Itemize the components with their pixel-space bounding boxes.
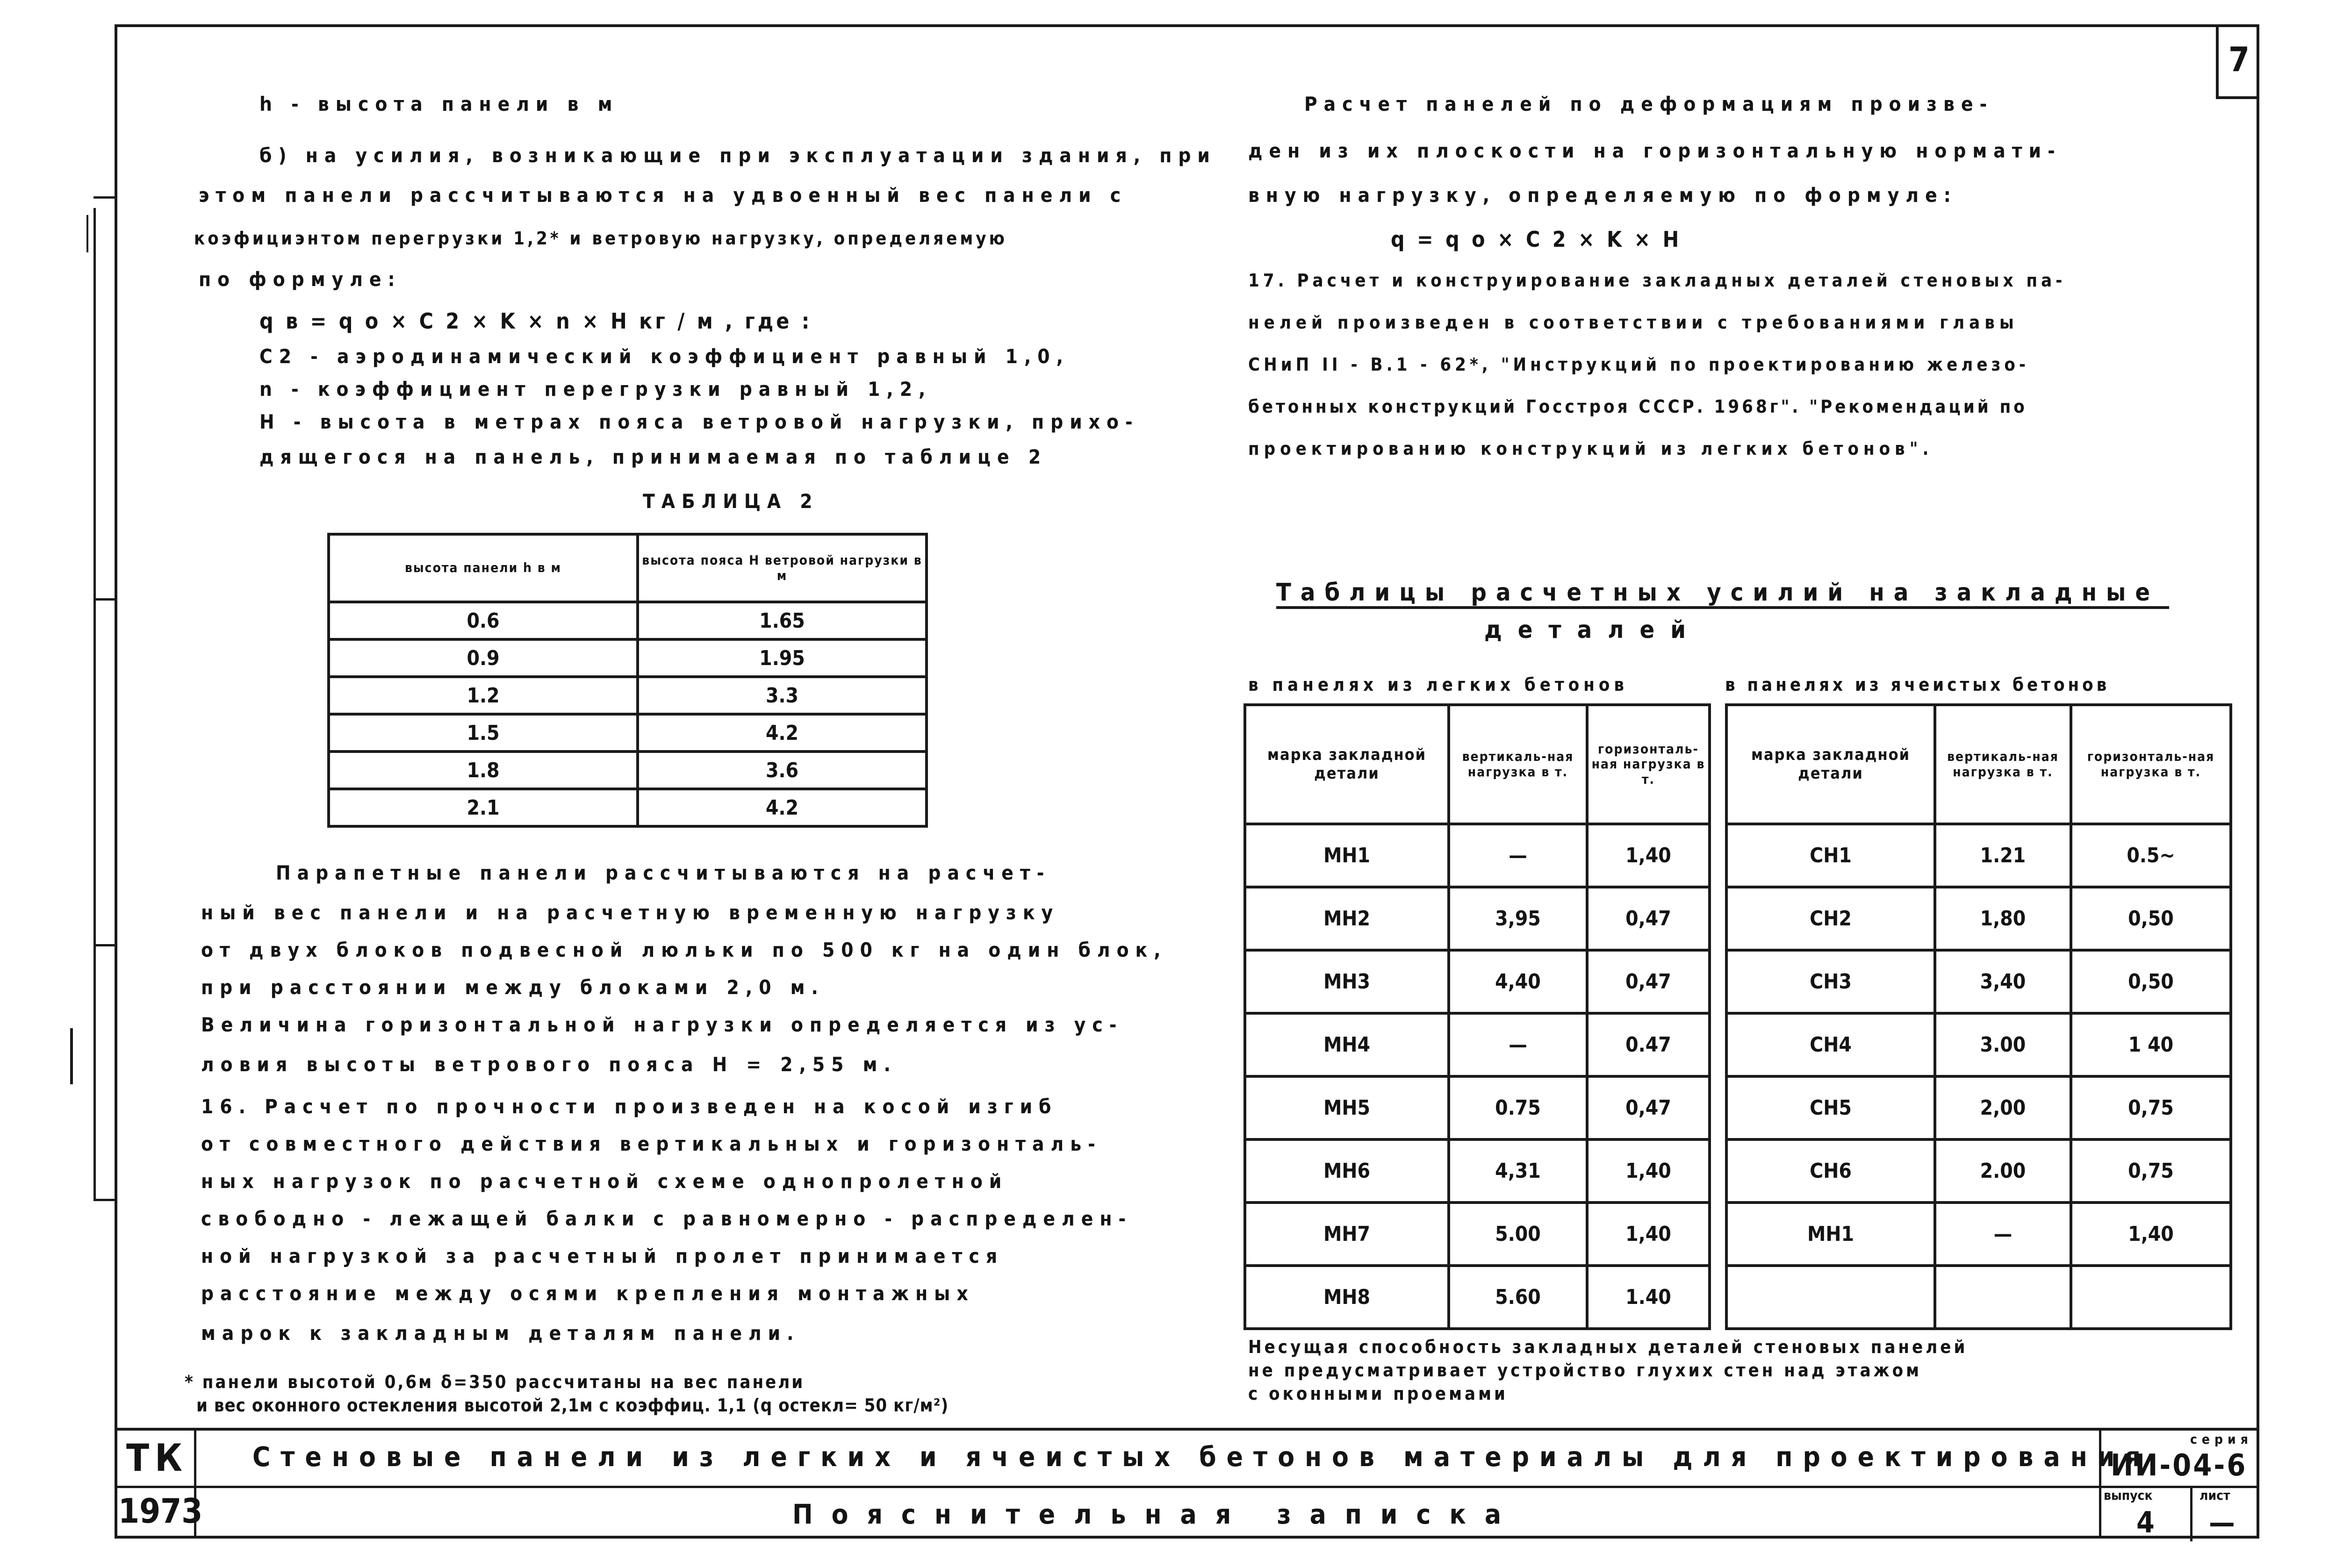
text-p17-4: бетонных конструкций Госстроя СССР. 1968г". "Рекомендаций по (1248, 396, 2027, 417)
note-line-3: с оконными проемами (1248, 1383, 1508, 1404)
table2-cell: 2.1 (329, 789, 638, 826)
table2-row (329, 752, 927, 789)
table2-title: ТАБЛИЦА 2 (643, 490, 819, 513)
light-row (1245, 1266, 1710, 1329)
note-line-2: не предусматривает устройство глухих стен над этажом (1248, 1360, 1922, 1381)
cell-cell: 0,75 (2071, 1139, 2231, 1203)
table2-row (329, 789, 927, 826)
table2-cell: 0.9 (329, 639, 638, 677)
text-para16-5: ной нагрузкой за расчетный пролет принимается (201, 1245, 1004, 1267)
table2-row (329, 714, 927, 752)
cell-cell (1935, 1266, 2071, 1329)
cell-cell (1726, 1266, 1935, 1329)
light-cell: 0,47 (1587, 1076, 1710, 1139)
light-header-horizontal: горизонталь-ная нагрузка в т. (1587, 705, 1710, 824)
light-cell: МН1 (1245, 824, 1449, 887)
text-p17-1: 17. Расчет и конструирование закладных деталей стеновых па- (1248, 270, 2066, 291)
formula-qv: q в = q о × C 2 × K × n × H кг / м , где : (259, 308, 812, 334)
cell-row (1726, 1076, 2231, 1139)
binding-strip (0, 0, 115, 1568)
light-row (1245, 1139, 1710, 1203)
stamp-year: 1973 (118, 1491, 203, 1531)
light-cell: — (1449, 1013, 1587, 1076)
cell-cell: СН3 (1726, 950, 1935, 1013)
cell-cell: 0,50 (2071, 887, 2231, 950)
text-para16-6: расстояние между осями крепления монтажных (201, 1282, 975, 1305)
text-parapet-3: от двух блоков подвесной люльки по 500 кг на один блок, (201, 938, 1167, 961)
tables-title-2: деталей (1484, 616, 1702, 644)
table2-cell: 1.8 (329, 752, 638, 789)
table2-cell: 1.95 (638, 639, 927, 677)
definition-n: n - коэффициент перегрузки равный 1,2, (259, 378, 932, 401)
light-cell: 0.75 (1449, 1076, 1587, 1139)
light-cell: 0.47 (1587, 1013, 1710, 1076)
stamp-title: Стеновые панели из легких и ячеистых бетонов материалы для проектирования (252, 1441, 2151, 1473)
light-cell: 0,47 (1587, 887, 1710, 950)
tables-title-1: Таблицы расчетных усилий на закладные (1276, 580, 2169, 609)
light-cell: 5.60 (1449, 1266, 1587, 1329)
cell-row (1726, 1203, 2231, 1266)
cell-cell: СН4 (1726, 1013, 1935, 1076)
text-right-2: ден из их плоскости на горизонтальную нормати- (1248, 139, 2062, 162)
table2-row (329, 677, 927, 714)
cell-cell: 2,00 (1935, 1076, 2071, 1139)
cell-header-vertical: вертикаль-ная нагрузка в т. (1935, 705, 2071, 824)
text-parapet-5: Величина горизонтальной нагрузки определяется из ус- (201, 1013, 1123, 1036)
light-header-vertical: вертикаль-ная нагрузка в т. (1449, 705, 1587, 824)
light-cell: МН7 (1245, 1203, 1449, 1266)
text-line-h: h - высота панели в м (259, 93, 619, 115)
cell-cell: 3.00 (1935, 1013, 2071, 1076)
stamp-issue-value: 4 (2136, 1505, 2155, 1539)
light-cell: 1,40 (1587, 824, 1710, 887)
cell-cell: 0,50 (2071, 950, 2231, 1013)
text-item-b-2: этом панели рассчитываются на удвоенный вес панели с (199, 184, 1128, 207)
table2-cell: 1.2 (329, 677, 638, 714)
light-cell: 3,95 (1449, 887, 1587, 950)
light-cell: 4,31 (1449, 1139, 1587, 1203)
text-parapet-4: при расстоянии между блоками 2,0 м. (201, 976, 825, 999)
light-cell: МН2 (1245, 887, 1449, 950)
table2-header-belt-height: высота пояса H ветровой нагрузки в м (638, 534, 927, 602)
cell-cell: СН2 (1726, 887, 1935, 950)
light-cell: 1,40 (1587, 1203, 1710, 1266)
cell-header-mark: марка закладной детали (1726, 705, 1935, 824)
text-right-3: вную нагрузку, определяемую по формуле: (1248, 184, 1957, 207)
light-row (1245, 950, 1710, 1013)
page-number: 7 (2216, 24, 2259, 99)
table2-cell: 4.2 (638, 714, 927, 752)
stamp-series-value: ИИ-04-6 (2111, 1448, 2248, 1483)
cell-cell: СН6 (1726, 1139, 1935, 1203)
text-parapet-2: ный вес панели и на расчетную временную нагрузку (201, 901, 1060, 924)
light-cell: МН3 (1245, 950, 1449, 1013)
light-cell: МН5 (1245, 1076, 1449, 1139)
note-line-1: Несущая способность закладных деталей стеновых панелей (1248, 1337, 1968, 1357)
cell-row (1726, 887, 2231, 950)
light-cell: — (1449, 824, 1587, 887)
table2-row (329, 602, 927, 639)
light-header-mark: марка закладной детали (1245, 705, 1449, 824)
text-p17-2: нелей произведен в соответствии с требованиями главы (1248, 312, 2019, 333)
formula-q: q = q о × C 2 × K × H (1391, 227, 1682, 252)
cell-cell: 1,40 (2071, 1203, 2231, 1266)
table-2 (327, 533, 928, 828)
stamp-tk: ТК (126, 1436, 188, 1480)
table2-cell: 4.2 (638, 789, 927, 826)
cell-cell: — (1935, 1203, 2071, 1266)
light-cell: 1,40 (1587, 1139, 1710, 1203)
cell-row (1726, 950, 2231, 1013)
stamp-issue-label: выпуск (2104, 1488, 2153, 1503)
definition-c2: C2 - аэродинамический коэффициент равный 1,0, (259, 345, 1070, 368)
table2-row (329, 639, 927, 677)
table-cellular-concrete (1725, 703, 2232, 1330)
text-para16-4: свободно - лежащей балки с равномерно - распределен- (201, 1207, 1133, 1230)
light-cell: МН6 (1245, 1139, 1449, 1203)
light-row (1245, 824, 1710, 887)
light-cell: 5.00 (1449, 1203, 1587, 1266)
light-cell: 4,40 (1449, 950, 1587, 1013)
table2-cell: 3.3 (638, 677, 927, 714)
light-row (1245, 1076, 1710, 1139)
light-cell: 1.40 (1587, 1266, 1710, 1329)
stamp-sheet-value: — (2209, 1505, 2235, 1539)
light-row (1245, 1013, 1710, 1076)
table2-cell: 1.5 (329, 714, 638, 752)
cell-cell: 3,40 (1935, 950, 2071, 1013)
text-parapet-1: Парапетные панели рассчитываются на расчет- (276, 861, 1051, 884)
text-para16-7: марок к закладным деталям панели. (201, 1322, 800, 1345)
text-right-1: Расчет панелей по деформациям произве- (1304, 93, 1994, 115)
stamp-series-label: серия (2190, 1432, 2253, 1447)
cell-row (1726, 1013, 2231, 1076)
text-item-b-4: по формуле: (199, 268, 402, 291)
light-cell: 0,47 (1587, 950, 1710, 1013)
cell-row (1726, 824, 2231, 887)
cell-header-horizontal: горизонталь-ная нагрузка в т. (2071, 705, 2231, 824)
cell-cell: 0.5~ (2071, 824, 2231, 887)
text-parapet-6: ловия высоты ветрового пояса H = 2,55 м. (201, 1053, 897, 1076)
cell-cell (2071, 1266, 2231, 1329)
text-item-b-3: коэфициэнтом перегрузки 1,2* и ветровую нагрузку, определяемую (194, 228, 1007, 249)
stamp-sheet-label: лист (2199, 1488, 2230, 1503)
light-row (1245, 887, 1710, 950)
text-para16-1: 16. Расчет по прочности произведен на косой изгиб (201, 1095, 1058, 1118)
table2-header-panel-height: высота панели h в м (329, 534, 638, 602)
cell-cell: 1 40 (2071, 1013, 2231, 1076)
text-p17-5: проектированию конструкций из легких бетонов". (1248, 438, 1933, 459)
light-row (1245, 1203, 1710, 1266)
text-item-b-1: б) на усилия, возникающие при эксплуатации здания, при (259, 144, 1216, 167)
subtitle-cellular-concrete: в панелях из ячеистых бетонов (1725, 674, 2110, 695)
footnote-line-1: * панели высотой 0,6м δ=350 рассчитаны на вес панели (185, 1372, 805, 1392)
definition-h-1: H - высота в метрах пояса ветровой нагрузки, прихо- (259, 410, 1139, 433)
footnote-line-2: и вес оконного остекления высотой 2,1м с коэффиц. 1,1 (q остекл= 50 кг/м²) (196, 1395, 949, 1416)
cell-cell: МН1 (1726, 1203, 1935, 1266)
light-cell: МН8 (1245, 1266, 1449, 1329)
light-cell: МН4 (1245, 1013, 1449, 1076)
subtitle-light-concrete: в панелях из легких бетонов (1248, 674, 1629, 695)
table2-cell: 1.65 (638, 602, 927, 639)
title-block (115, 1428, 2259, 1539)
table2-cell: 0.6 (329, 602, 638, 639)
cell-cell: СН5 (1726, 1076, 1935, 1139)
cell-row (1726, 1266, 2231, 1329)
text-p17-3: СНиП II - В.1 - 62*, "Инструкций по проектированию железо- (1248, 354, 2030, 375)
definition-h-2: дящегося на панель, принимаемая по таблице 2 (259, 445, 1048, 468)
cell-cell: 1,80 (1935, 887, 2071, 950)
table2-cell: 3.6 (638, 752, 927, 789)
cell-row (1726, 1139, 2231, 1203)
cell-cell: 1.21 (1935, 824, 2071, 887)
cell-cell: СН1 (1726, 824, 1935, 887)
text-para16-2: от совместного действия вертикальных и горизонталь- (201, 1132, 1102, 1155)
text-para16-3: ных нагрузок по расчетной схеме однопролетной (201, 1170, 1008, 1193)
cell-cell: 0,75 (2071, 1076, 2231, 1139)
table-light-concrete (1243, 703, 1711, 1330)
cell-cell: 2.00 (1935, 1139, 2071, 1203)
stamp-subtitle: Пояснительная записка (792, 1498, 1520, 1530)
